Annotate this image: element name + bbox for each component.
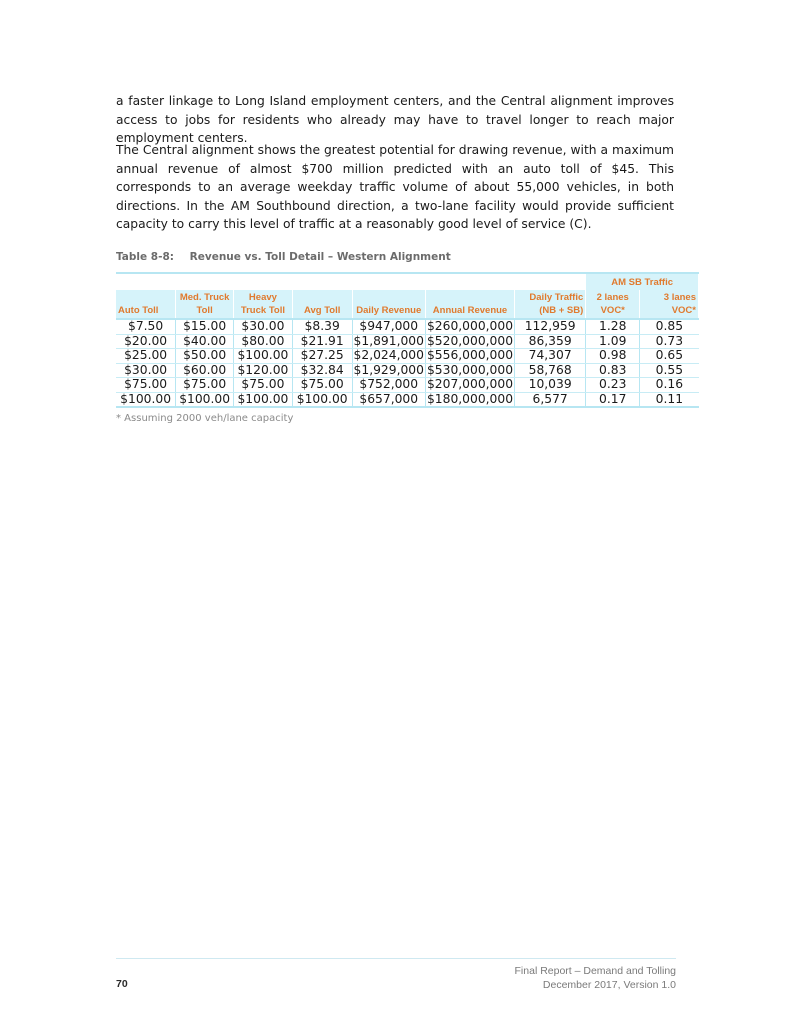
table-group-header: AM SB Traffic — [586, 273, 699, 290]
table-cell: 112,959 — [515, 319, 586, 334]
table-body — [116, 319, 699, 407]
table-cell: $752,000 — [352, 378, 425, 393]
table-number: Table 8-8: — [116, 251, 174, 263]
table-cell: $50.00 — [176, 349, 234, 364]
table-cell: $530,000,000 — [426, 362, 514, 377]
table-cell: $2,024,000 — [353, 348, 424, 362]
table-row — [116, 349, 699, 364]
table-row — [116, 363, 699, 378]
table-cell: $21.91 — [292, 334, 352, 349]
table-cell: 0.73 — [640, 334, 699, 349]
table-cell: $100.00 — [116, 392, 176, 407]
footer-version: December 2017, Version 1.0 — [542, 979, 676, 991]
footer-report-title: Final Report – Demand and Tolling — [514, 965, 676, 977]
table-cell: $657,000 — [352, 392, 425, 407]
table-row — [116, 378, 699, 393]
table-cell: 1.28 — [586, 319, 640, 334]
table-cell: 0.65 — [640, 349, 699, 364]
table-cell: $32.84 — [292, 363, 352, 378]
table-cell: $27.25 — [292, 349, 352, 364]
footer-block — [515, 964, 676, 992]
table-cell: $520,000,000 — [426, 333, 514, 348]
table-cell: $1,891,000 — [353, 333, 424, 348]
table-cell: $75.00 — [292, 378, 352, 393]
table-cell: $7.50 — [116, 319, 176, 334]
table-cell: $75.00 — [116, 378, 176, 393]
table-group-spacer — [116, 273, 586, 290]
footer-divider — [116, 958, 676, 959]
table-cell: $1,929,000 — [353, 362, 424, 377]
table-cell: 0.17 — [586, 392, 640, 407]
page-number: 70 — [116, 978, 128, 990]
table-row — [116, 392, 699, 407]
table-cell: $100.00 — [234, 349, 293, 364]
table-cell: 6,577 — [515, 392, 586, 407]
table-cell: $100.00 — [234, 392, 293, 407]
table-cell: 0.98 — [586, 349, 640, 364]
table-group-header-row — [116, 273, 699, 290]
column-header: Auto Toll — [116, 290, 176, 319]
table-cell: 74,307 — [515, 349, 586, 364]
table-cell: 86,359 — [515, 334, 586, 349]
table-cell: $75.00 — [176, 378, 234, 393]
table-cell: $25.00 — [116, 349, 176, 364]
column-header: Avg Toll — [292, 290, 352, 319]
column-header: Heavy Truck Toll — [234, 290, 293, 319]
table-cell: $180,000,000 — [426, 391, 514, 406]
table-cell: $260,000,000 — [426, 319, 514, 333]
table-cell: $120.00 — [234, 363, 293, 378]
table-cell: 0.11 — [640, 392, 699, 407]
table-row — [116, 334, 699, 349]
table-cell: $100.00 — [292, 392, 352, 407]
column-header: Daily Revenue — [352, 290, 425, 319]
table-cell: 0.55 — [640, 363, 699, 378]
table-header-row — [116, 290, 699, 319]
revenue-toll-table — [116, 272, 699, 408]
column-header: Annual Revenue — [425, 290, 514, 319]
table-cell: $100.00 — [176, 392, 234, 407]
table-cell: 0.16 — [640, 378, 699, 393]
table-row — [116, 319, 699, 334]
table-cell: $75.00 — [234, 378, 293, 393]
body-paragraph-1: a faster linkage to Long Island employment centers, and the Central alignment improves access to jobs for residents who already may have to travel longer to reach major employment centers. — [116, 94, 674, 146]
table-caption — [116, 251, 451, 263]
table-cell: $8.39 — [292, 319, 352, 334]
table-cell: $30.00 — [234, 319, 293, 334]
column-header: Daily Traffic (NB + SB) — [515, 290, 586, 319]
body-paragraph-2: The Central alignment shows the greatest potential for drawing revenue, with a maximum annual revenue of almost $700 million predicted with an auto toll of $45. This corresponds to an average weekday traffic volume of about 55,000 vehicles, in both directions. In the AM Southbound direction, a two-lane facility would provide sufficient capacity to carry this level of traffic at a reasonably good level of service (C). — [116, 143, 674, 232]
table-cell: 0.85 — [640, 319, 699, 334]
column-header: Med. Truck Toll — [176, 290, 234, 319]
table-cell: 0.83 — [586, 363, 640, 378]
table-cell: 0.23 — [586, 378, 640, 393]
table-cell: 58,768 — [515, 363, 586, 378]
table-footnote: * Assuming 2000 veh/lane capacity — [116, 413, 294, 424]
table-cell: $20.00 — [116, 334, 176, 349]
table-title: Revenue vs. Toll Detail – Western Alignment — [189, 251, 451, 263]
table-cell: $60.00 — [176, 363, 234, 378]
column-header: 2 lanes VOC* — [586, 290, 640, 319]
table-cell: $207,000,000 — [426, 377, 514, 391]
table-cell: $15.00 — [176, 319, 234, 334]
table-cell: 10,039 — [515, 378, 586, 393]
table-cell: 1.09 — [586, 334, 640, 349]
column-header: 3 lanes VOC* — [640, 290, 699, 319]
table-cell: $30.00 — [116, 363, 176, 378]
table-cell: $40.00 — [176, 334, 234, 349]
table-cell: $556,000,000 — [426, 348, 514, 362]
table-cell: $947,000 — [352, 319, 425, 334]
table-cell: $80.00 — [234, 334, 293, 349]
